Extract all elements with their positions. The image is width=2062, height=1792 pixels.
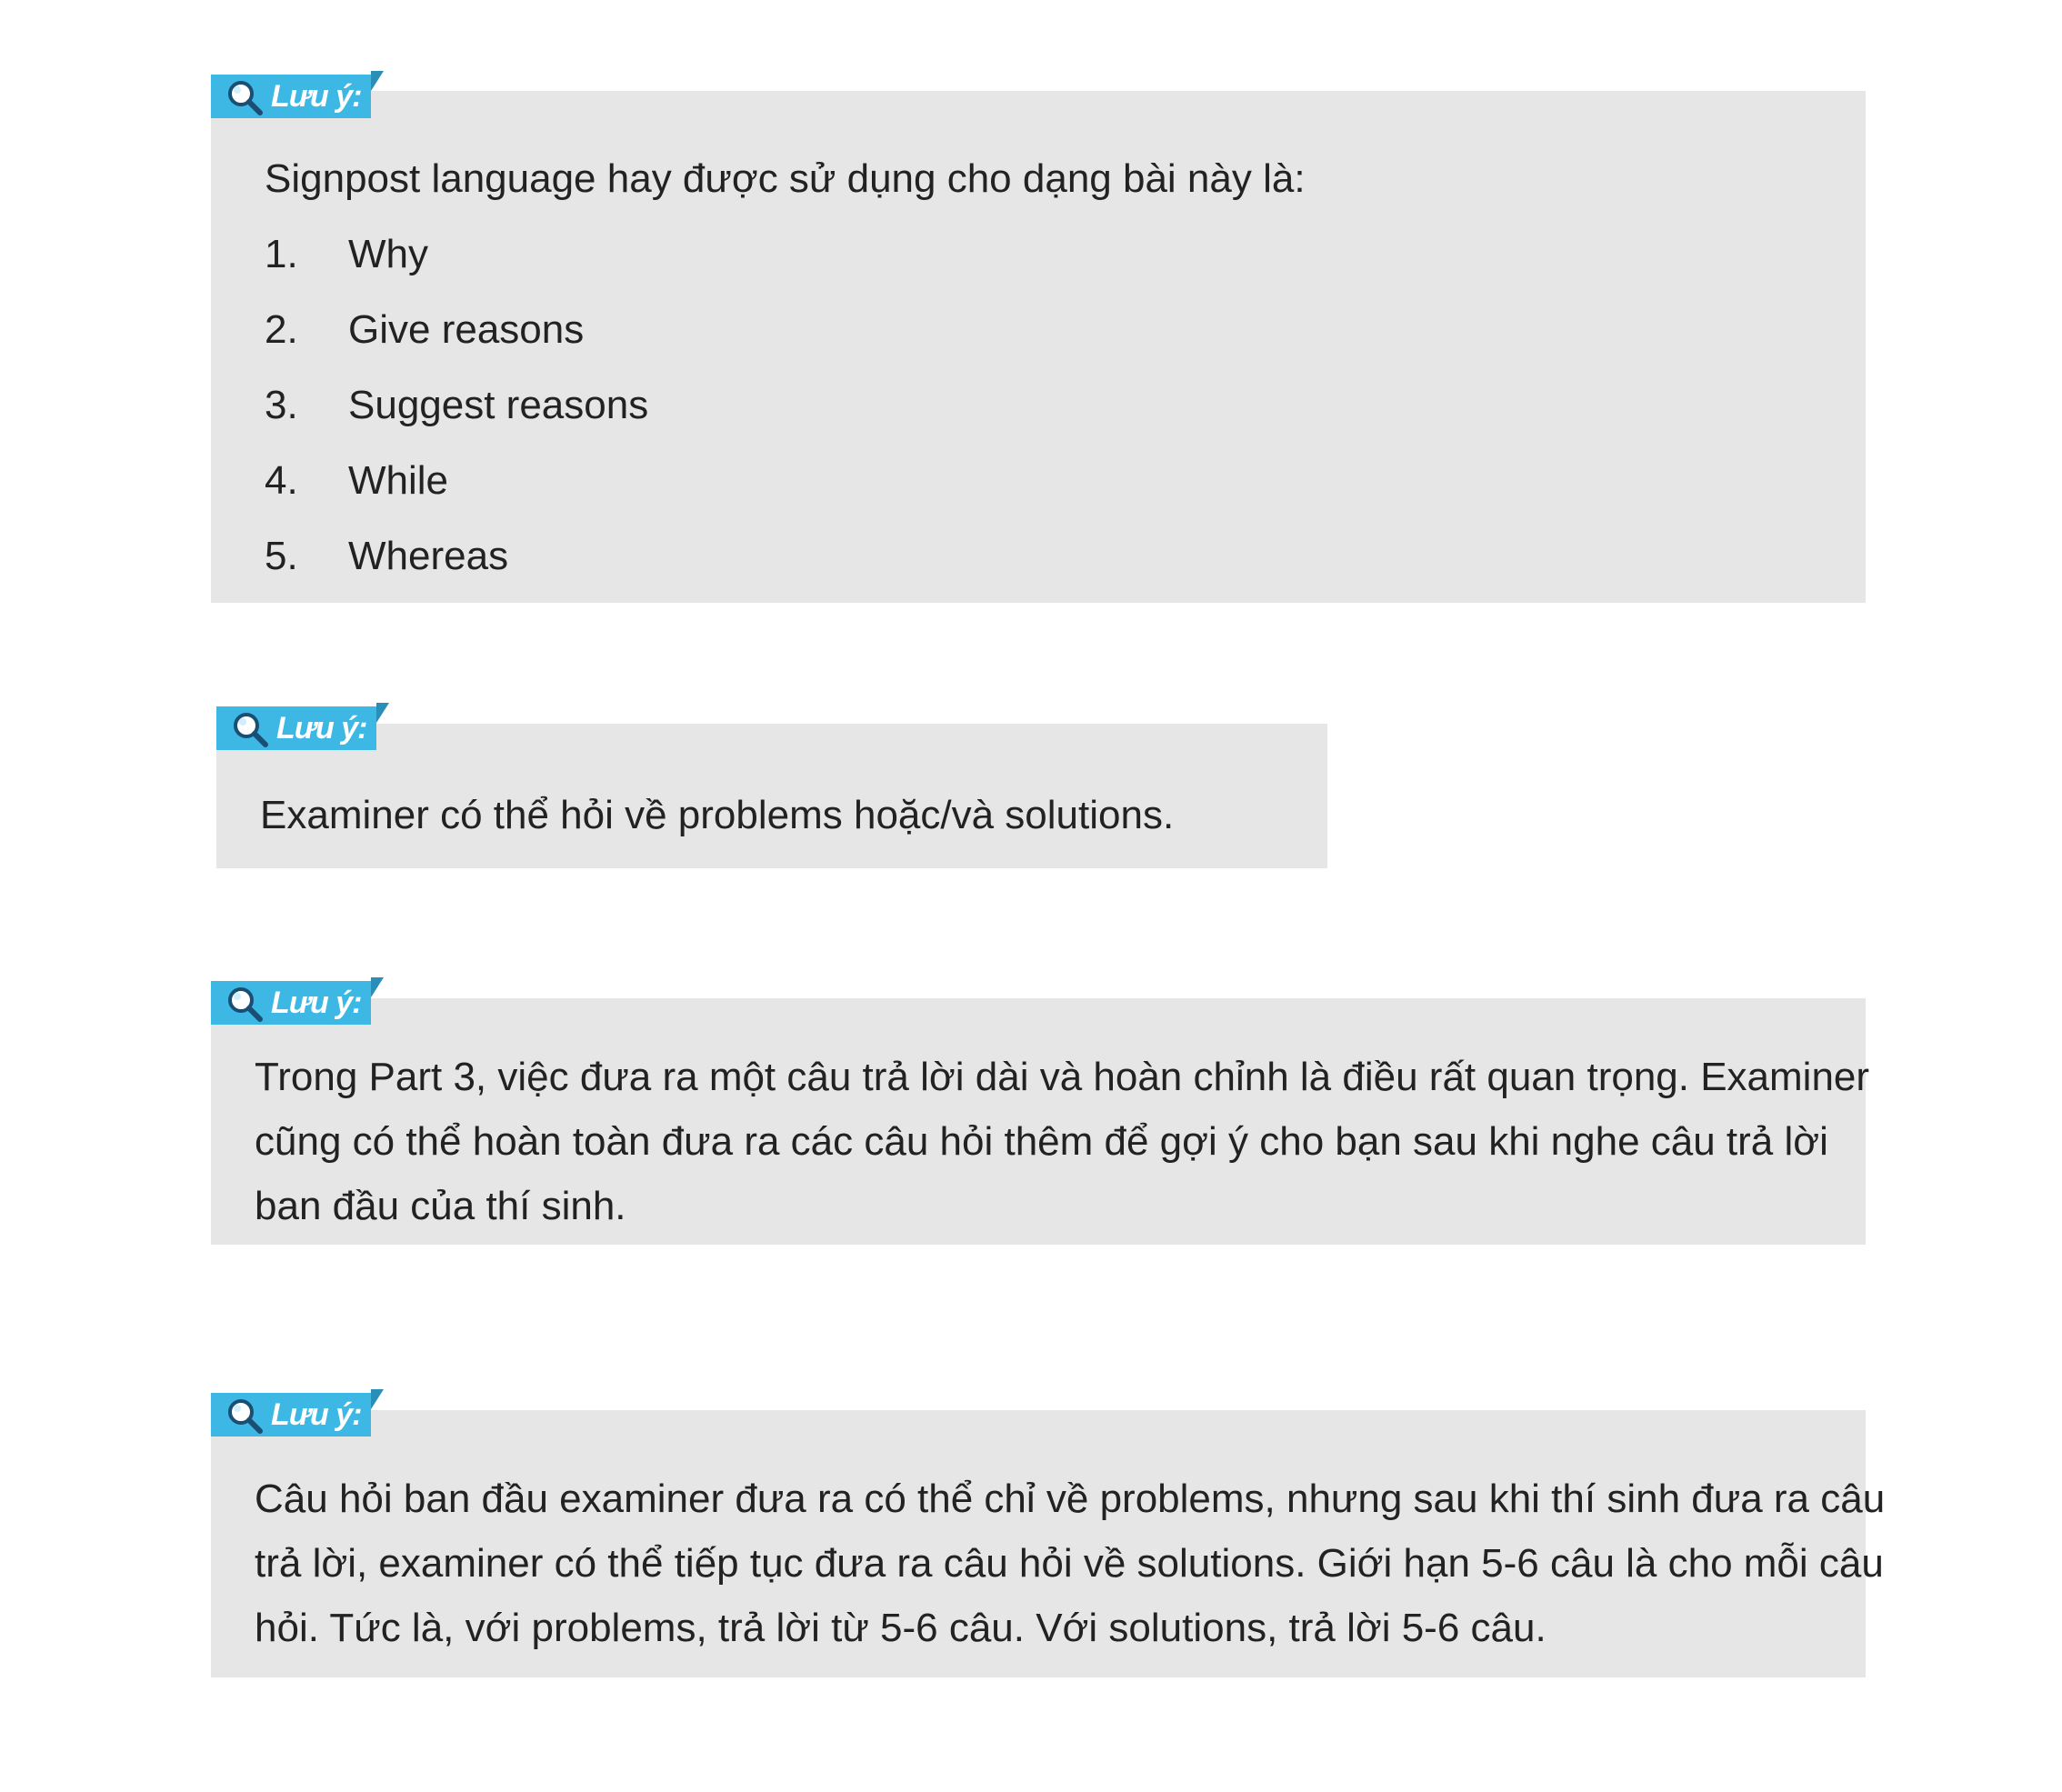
- note-tag-label: Lưu ý:: [271, 986, 362, 1020]
- paragraph-line: [255, 1541, 1884, 1587]
- note-text-content: Examiner có thể hỏi về problems hoặc/và solutions.: [260, 793, 1175, 837]
- tag-fold-2: [376, 703, 389, 723]
- note-tag-label: Lưu ý:: [271, 79, 362, 114]
- paragraph-line: [255, 1606, 1546, 1651]
- list-item-number: 3.: [265, 383, 298, 427]
- magnifier-icon: [225, 985, 265, 1025]
- list-item-text: Why: [348, 232, 428, 276]
- list-item-text: Whereas: [348, 534, 509, 578]
- paragraph-line: [255, 1055, 1869, 1100]
- paragraph-line: [255, 1119, 1828, 1165]
- paragraph-line-text: ban đầu của thí sinh.: [255, 1184, 626, 1228]
- list-item-number: 1.: [265, 232, 298, 276]
- magnifier-icon: [225, 78, 265, 118]
- note-tag-1: [211, 75, 371, 118]
- list-item-number: 4.: [265, 458, 298, 503]
- note-intro-text: Signpost language hay được sử dụng cho dạng bài này là:: [265, 156, 1306, 201]
- magnifier-icon: [225, 1397, 265, 1437]
- paragraph-line-text: hỏi. Tức là, với problems, trả lời từ 5-6 câu. Với solutions, trả lời 5-6 câu.: [255, 1606, 1546, 1650]
- list-item-number: 5.: [265, 534, 298, 578]
- paragraph-line: [255, 1477, 1885, 1522]
- paragraph-line-text: cũng có thể hoàn toàn đưa ra các câu hỏi thêm để gợi ý cho bạn sau khi nghe câu trả lời: [255, 1119, 1828, 1164]
- magnifier-icon: [231, 710, 271, 750]
- list-item-text: Suggest reasons: [348, 383, 649, 427]
- tag-fold-4: [371, 1389, 384, 1409]
- paragraph-line-text: Trong Part 3, việc đưa ra một câu trả lời dài và hoàn chỉnh là điều rất quan trọng. Examiner: [255, 1055, 1870, 1099]
- note-tag-2: [216, 706, 376, 750]
- paragraph-line-text: trả lời, examiner có thể tiếp tục đưa ra câu hỏi về solutions. Giới hạn 5-6 câu là cho mỗi câu: [255, 1541, 1884, 1586]
- note-tag-label: Lưu ý:: [276, 711, 367, 746]
- note-tag-3: [211, 981, 371, 1025]
- list-item-text: While: [348, 458, 449, 503]
- note-intro: [265, 156, 1306, 202]
- paragraph-line-text: Câu hỏi ban đầu examiner đưa ra có thể chỉ về problems, nhưng sau khi thí sinh đưa ra câu: [255, 1477, 1886, 1521]
- paragraph-line: [255, 1184, 626, 1229]
- tag-fold-1: [371, 71, 384, 91]
- note-tag-label: Lưu ý:: [271, 1397, 362, 1432]
- note-text: [260, 793, 1174, 838]
- tag-fold-3: [371, 977, 384, 997]
- list-item-text: Give reasons: [348, 307, 585, 352]
- note-tag-4: [211, 1393, 371, 1437]
- list-item-number: 2.: [265, 307, 298, 352]
